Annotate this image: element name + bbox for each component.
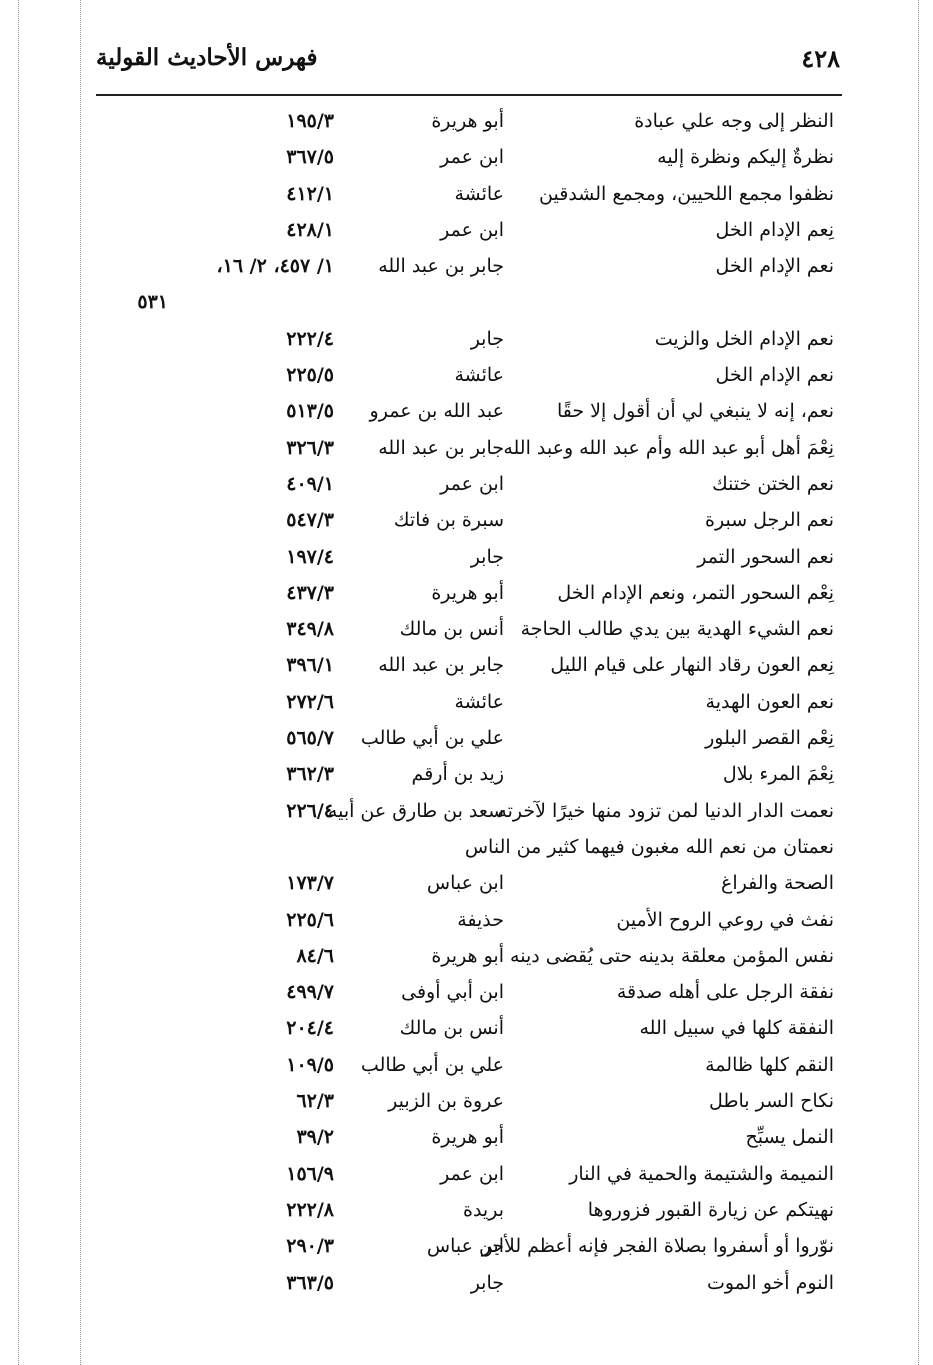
hadith-text: نعم الرجل سبرة (705, 509, 834, 532)
narrator-name: أبو هريرة (431, 581, 504, 604)
volume-page-ref: ٥١٣/٥ (286, 400, 334, 423)
scan-margin-line (80, 0, 81, 1365)
index-entry (96, 1159, 842, 1195)
hadith-text: نعم الشيء الهدية بين يدي طالب الحاجة (520, 618, 834, 641)
narrator-name: جابر (470, 1271, 504, 1294)
index-entry (96, 433, 842, 469)
index-entry (96, 179, 842, 215)
index-entry (96, 360, 842, 396)
index-entry (96, 578, 842, 614)
volume-page-ref: ٢٢٢/٨ (286, 1198, 334, 1221)
narrator-name: عائشة (454, 182, 504, 205)
index-entry (96, 687, 842, 723)
hadith-text: نفقة الرجل على أهله صدقة (616, 981, 834, 1004)
index-entry (96, 1195, 842, 1231)
index-entry (96, 106, 842, 142)
volume-page-ref: ٣٦٢/٣ (286, 763, 334, 786)
narrator-name: عائشة (454, 690, 504, 713)
index-entry (96, 1122, 842, 1158)
scan-margin-line (918, 0, 919, 1365)
hadith-text: نعم الإدام الخل والزيت (654, 327, 834, 350)
volume-page-ref: ٣٩/٢ (296, 1126, 334, 1149)
index-entry (96, 723, 842, 759)
narrator-name: ابن عباس (426, 1235, 504, 1258)
hadith-text: نوّروا أو أسفروا بصلاة الفجر فإنه أعظم للأجر (481, 1235, 834, 1258)
volume-page-ref: ٣٦٣/٥ (286, 1271, 334, 1294)
hadith-text: نعم السحور التمر (697, 545, 834, 568)
narrator-name: جابر (470, 545, 504, 568)
hadith-text: نِعْمَ أهل أبو عبد الله وأم عبد الله وعبد الله (503, 436, 834, 459)
narrator-name: زيد بن أرقم (411, 763, 504, 786)
hadith-text: النظر إلى وجه علي عبادة (634, 110, 834, 132)
index-entry (96, 868, 842, 904)
hadith-text: نِعم العون رقاد النهار على قيام الليل (550, 654, 834, 677)
hadith-text: النوم أخو الموت (706, 1271, 834, 1294)
narrator-name: ابن عمر (440, 218, 504, 241)
volume-page-ref: ٢٩٠/٣ (286, 1235, 334, 1258)
hadith-text: نِعم الإدام الخل (715, 218, 834, 241)
hadith-text: نعم العون الهدية (705, 690, 834, 713)
index-entry (96, 905, 842, 941)
hadith-text: نِعْم القصر البلور (705, 727, 834, 750)
narrator-name: أبو هريرة (431, 110, 504, 132)
index-entry (96, 505, 842, 541)
index-entry (96, 1013, 842, 1049)
index-entry (96, 796, 842, 832)
volume-page-ref: ٢٢٦/٤ (286, 799, 334, 822)
index-entry (96, 1086, 842, 1122)
narrator-name: علي بن أبي طالب (360, 727, 504, 750)
volume-page-ref: ٢٢٥/٥ (286, 364, 334, 387)
index-entry (96, 1050, 842, 1086)
running-title: فهرس الأحاديث القولية (96, 44, 318, 71)
volume-page-ref: ٤٠٩/١ (286, 472, 334, 495)
hadith-text: نعم الختن ختنك (712, 472, 834, 495)
index-entry (96, 614, 842, 650)
volume-page-ref: ١٩٧/٤ (286, 545, 334, 568)
narrator-name: أبو هريرة (431, 944, 504, 967)
index-entry (96, 324, 842, 360)
index-entry (96, 142, 842, 178)
hadith-text: النفقة كلها في سبيل الله (639, 1017, 834, 1040)
hadith-text: نعم الإدام الخل (715, 255, 834, 278)
narrator-name: ابن أبي أوفى (401, 981, 504, 1004)
hadith-text: نِعْم السحور التمر، ونعم الإدام الخل (557, 581, 834, 604)
hadith-text: نعم، إنه لا ينبغي لي أن أقول إلا حقًا (557, 400, 834, 423)
volume-page-ref: ٥٤٧/٣ (286, 509, 334, 532)
page-number: ٤٢٨ (801, 44, 840, 73)
volume-page-ref: ٣٢٦/٣ (286, 436, 334, 459)
index-entry (96, 251, 842, 287)
volume-page-ref: ٥٦٥/٧ (286, 727, 334, 750)
hadith-text: نهيتكم عن زيارة القبور فزوروها (587, 1198, 834, 1221)
volume-page-ref: ١٥٦/٩ (286, 1162, 334, 1185)
volume-page-ref: ٤٣٧/٣ (286, 581, 334, 604)
volume-page-ref: ١٠٩/٥ (286, 1053, 334, 1076)
header-rule (96, 94, 842, 96)
index-entry (96, 396, 842, 432)
narrator-name: بريدة (463, 1198, 504, 1221)
hadith-text: النقم كلها ظالمة (705, 1053, 834, 1076)
narrator-name: ابن عمر (440, 146, 504, 169)
hadith-text: نعم الإدام الخل (715, 364, 834, 387)
index-entry (96, 759, 842, 795)
hadith-text: نظرةٌ إليكم ونظرة إليه (657, 146, 834, 169)
volume-page-ref: ٨٤/٦ (296, 944, 334, 967)
narrator-name: ابن عمر (440, 472, 504, 495)
volume-page-ref: ٥٣١ (137, 291, 168, 314)
page-header (96, 44, 840, 88)
hadith-text: نفث في روعي الروح الأمين (616, 908, 834, 931)
index-entry (96, 1231, 842, 1267)
volume-page-ref: ٦٢/٣ (296, 1090, 334, 1113)
narrator-name: جابر بن عبد الله (378, 436, 504, 459)
scan-margin-line (18, 0, 19, 1365)
hadith-text: نفس المؤمن معلقة بدينه حتى يُقضى دينه (510, 944, 834, 967)
narrator-name: جابر (470, 327, 504, 350)
volume-page-ref: ٢٠٤/٤ (286, 1017, 334, 1040)
narrator-name: ابن عمر (440, 1162, 504, 1185)
index-entry (96, 542, 842, 578)
volume-page-ref: ٣٦٧/٥ (286, 146, 334, 169)
index-entry (96, 215, 842, 251)
narrator-name: سعد بن طارق عن أبيه (327, 799, 504, 822)
index-entry (96, 1268, 842, 1304)
volume-page-ref: ٣٩٦/١ (286, 654, 334, 677)
narrator-name: أنس بن مالك (399, 1017, 504, 1040)
volume-page-ref: ٣٤٩/٨ (286, 618, 334, 641)
hadith-text: الصحة والفراغ (721, 872, 834, 895)
volume-page-ref: ٤٢٨/١ (286, 218, 334, 241)
volume-page-ref: ٤١٢/١ (286, 182, 334, 205)
narrator-name: جابر بن عبد الله (378, 654, 504, 677)
narrator-name: أنس بن مالك (399, 618, 504, 641)
index-entry (96, 832, 842, 868)
narrator-name: حذيفة (457, 908, 504, 931)
hadith-index-list (96, 106, 842, 1304)
volume-page-ref: ٢٢٥/٦ (286, 908, 334, 931)
narrator-name: جابر بن عبد الله (378, 255, 504, 278)
narrator-name: علي بن أبي طالب (360, 1053, 504, 1076)
hadith-text: النمل يسبِّح (745, 1126, 834, 1149)
narrator-name: عائشة (454, 364, 504, 387)
volume-page-ref: ٢٧٢/٦ (286, 690, 334, 713)
volume-page-ref: ١/ ٤٥٧، ٢/ ١٦، (216, 255, 334, 278)
volume-page-ref: ٢٢٢/٤ (286, 327, 334, 350)
volume-page-ref: ١٩٥/٣ (286, 110, 334, 132)
hadith-text: النميمة والشتيمة والحمية في النار (569, 1162, 834, 1185)
volume-page-ref: ١٧٣/٧ (286, 872, 334, 895)
narrator-name: عبد الله بن عمرو (369, 400, 504, 423)
hadith-text: نظفوا مجمع اللحيين، ومجمع الشدقين (539, 182, 834, 205)
narrator-name: ابن عباس (426, 872, 504, 895)
hadith-text: نعمتان من نعم الله مغبون فيهما كثير من الناس (464, 835, 834, 858)
index-entry (96, 469, 842, 505)
hadith-text: نِعْمَ المرء بلال (722, 763, 834, 786)
index-entry (96, 941, 842, 977)
index-entry (96, 287, 842, 323)
index-entry (96, 977, 842, 1013)
narrator-name: سبرة بن فاتك (393, 509, 504, 532)
hadith-text: نعمت الدار الدنيا لمن تزود منها خيرًا لآخرته (497, 799, 834, 822)
index-entry (96, 650, 842, 686)
narrator-name: أبو هريرة (431, 1126, 504, 1149)
narrator-name: عروة بن الزبير (388, 1090, 504, 1113)
hadith-text: نكاح السر باطل (708, 1090, 834, 1113)
volume-page-ref: ٤٩٩/٧ (286, 981, 334, 1004)
